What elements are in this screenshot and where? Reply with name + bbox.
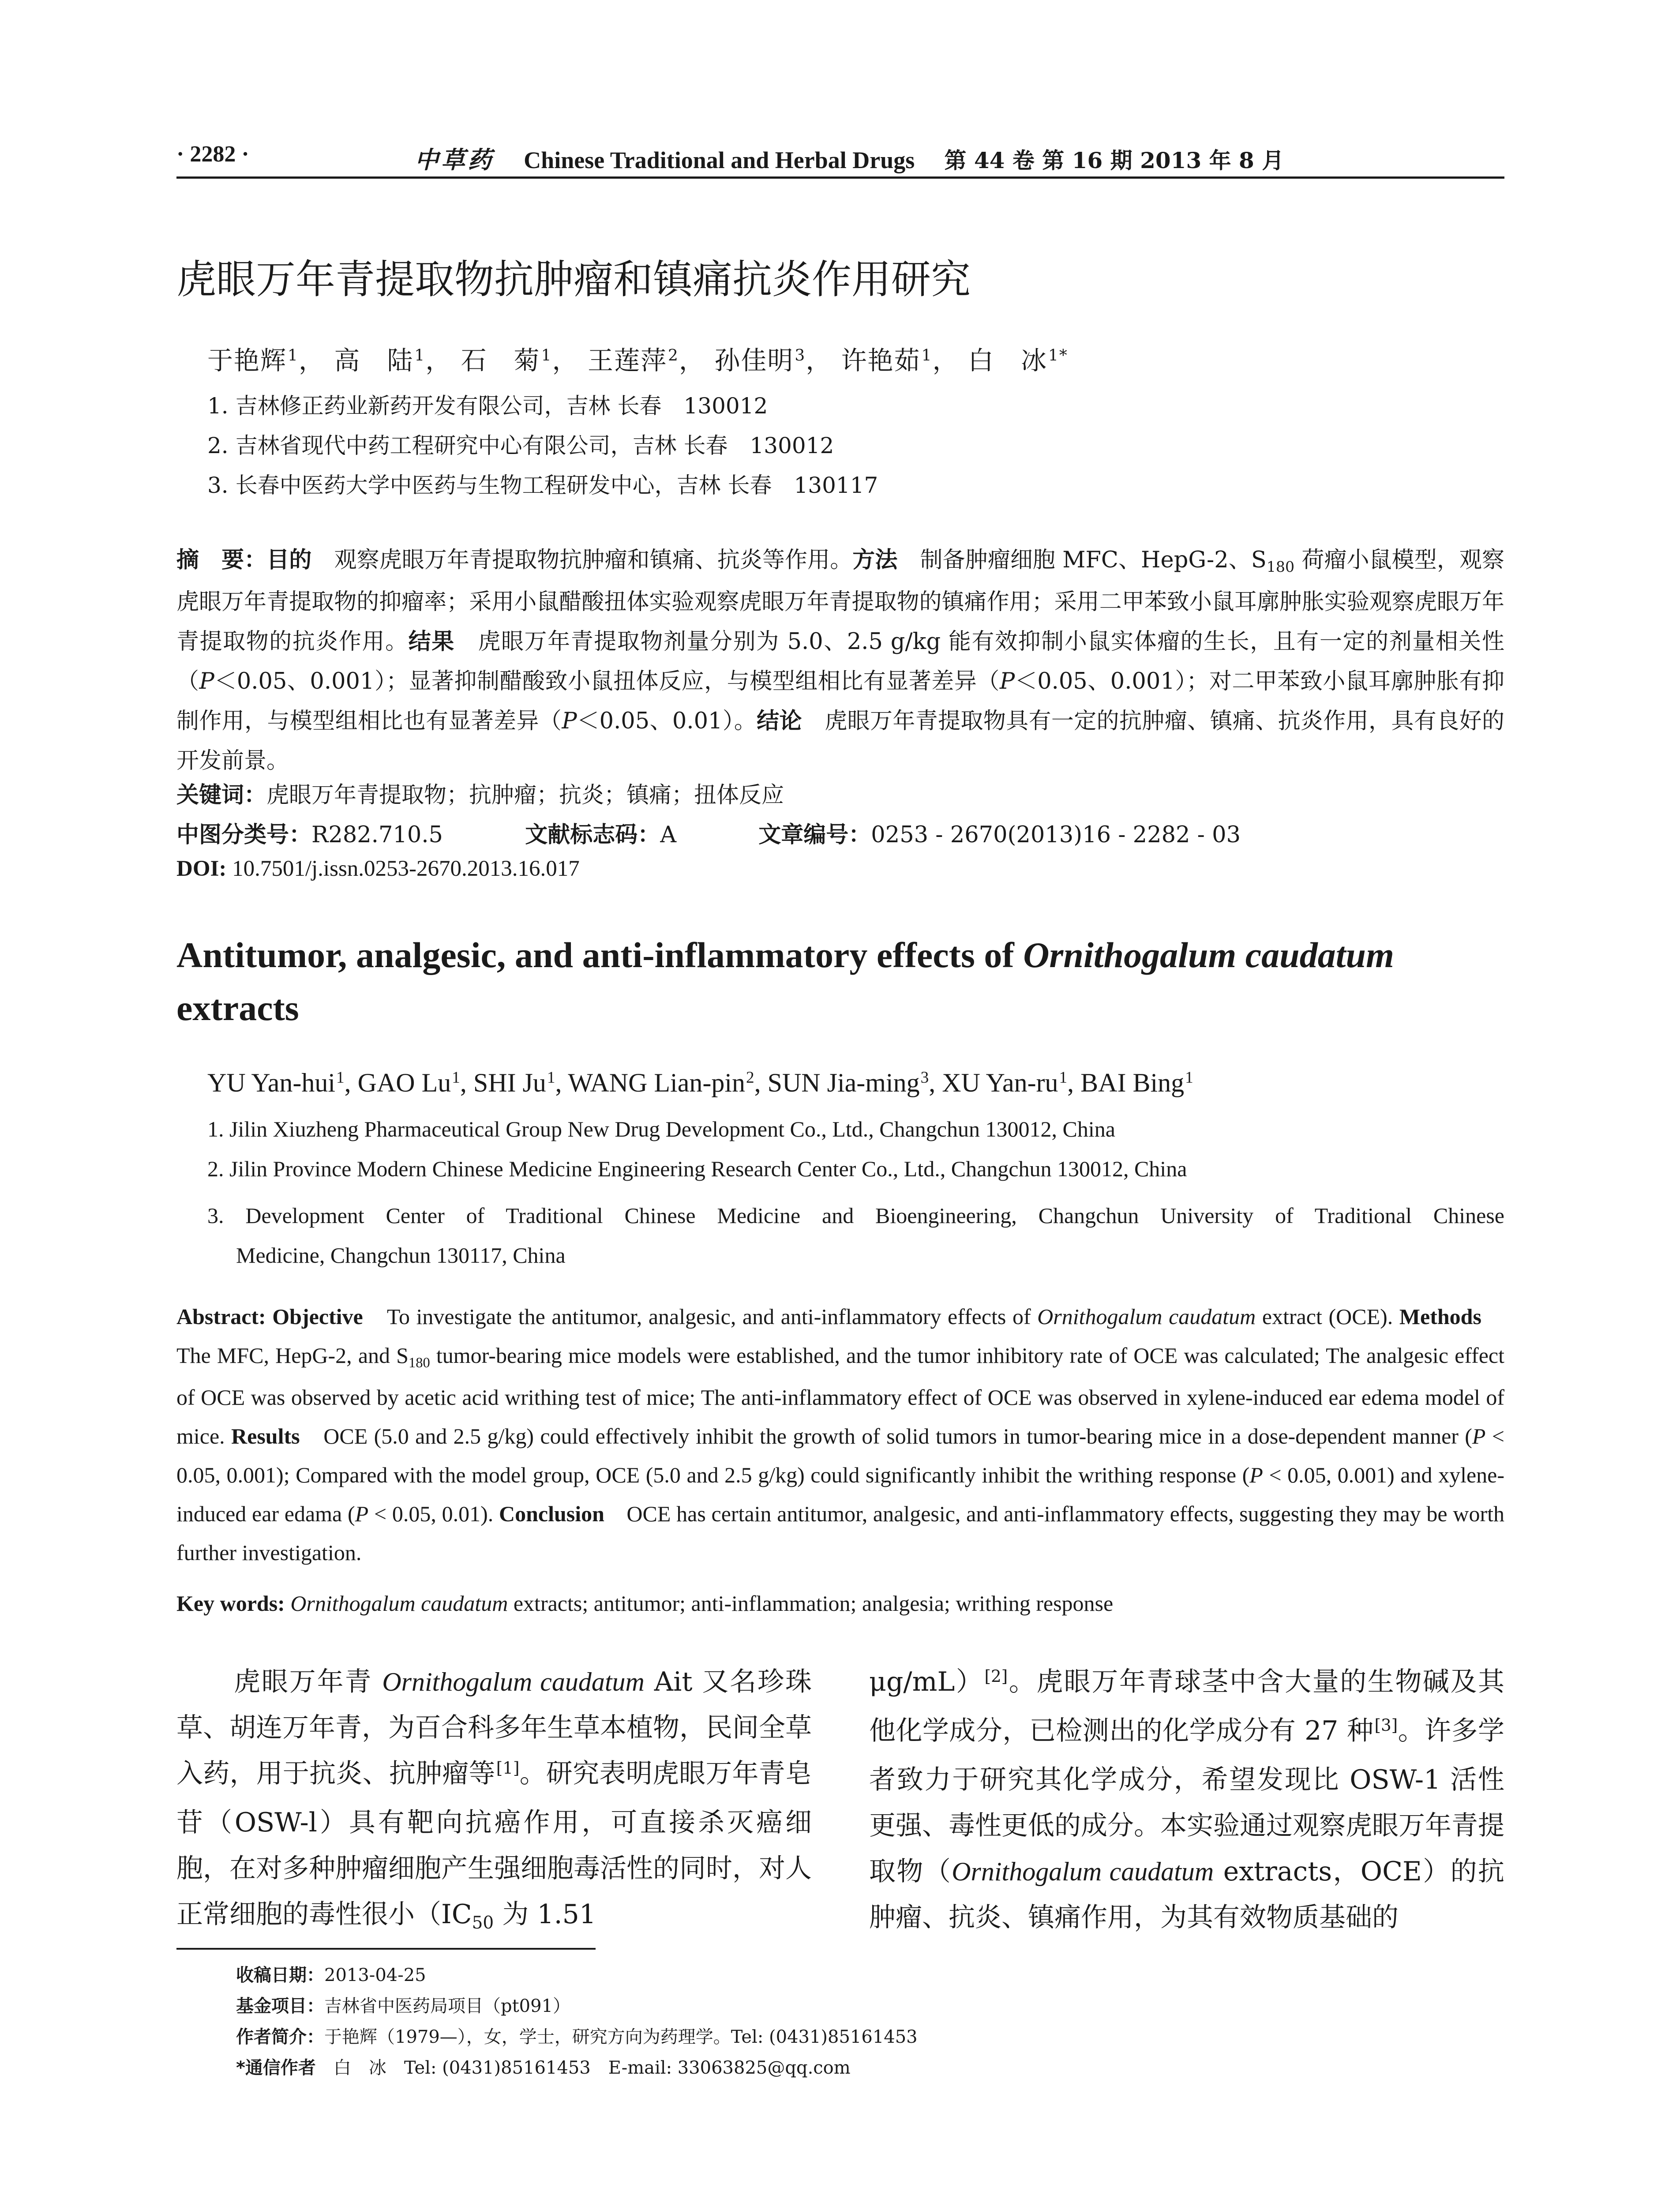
cn-affiliation-2: 2. 吉林省现代中药工程研究中心有限公司，吉林 长春 130012: [207, 433, 834, 458]
doi: DOI: 10.7501/j.issn.0253-2670.2013.16.017: [176, 856, 580, 881]
journal-header: [415, 141, 1284, 175]
cn-keywords: 关键词：虎眼万年青提取物；抗肿瘤；抗炎；镇痛；扭体反应: [176, 782, 784, 808]
en-affiliation-3: 3. Development Center of Traditional Chinese Medicine and Bioengineering, Changchun University of Traditional Chinese Medicine, Changchun 130117, China: [207, 1203, 1504, 1268]
footnote-received: 收稿日期：2013-04-25: [236, 1965, 426, 1985]
en-author: SUN Jia-ming$^3$: [767, 1068, 929, 1097]
body-column-right: μg/mL）[2]。虎眼万年青球茎中含大量的生物碱及其他化学成分，已检测出的化学成分有 27 种[3]。许多学者致力于研究其化学成分，希望发现比 OSW-1 活性更强、毒性更低的成分。本实验通过观察虎眼万年青提取物（Ornithogalum caudatum extracts，OCE）的抗肿瘤、抗炎、镇痛作用，为其有效物质基础的: [869, 1666, 1505, 1933]
cn-author: 孙佳明$^3$: [714, 345, 806, 375]
en-author: BAI Bing$^1$: [1080, 1068, 1193, 1097]
en-author: GAO Lu$^1$: [357, 1068, 460, 1097]
body-column-left: 虎眼万年青 Ornithogalum caudatum Ait 又名珍珠草、胡连万年青，为百合科多年生草本植物，民间全草入药，用于抗炎、抗肿瘤等[1]。研究表明虎眼万年青皂苷（OSW-l）具有靶向抗癌作用，可直接杀灭癌细胞，在对多种肿瘤细胞产生强细胞毒活性的同时，对人正常细胞的毒性很小（$IC_{50}$ 为 1.51: [176, 1666, 812, 1933]
en-author: XU Yan-$ru^1$: [942, 1068, 1068, 1097]
cn-author: 石 菊$^1$: [461, 345, 552, 375]
cn-author: 高 陆$^1$: [334, 345, 426, 375]
en-author: SHI Ju$^1$: [473, 1068, 555, 1097]
cn-author: 白 冰$^{1*}$: [968, 345, 1068, 375]
cn-classification: 中图分类号：R282.710.5 文献标志码：A 文章编号：0253 - 2670(2013)16 - 2282 - 03: [176, 822, 1241, 848]
en-author: YU Yan-hui$^1$: [207, 1068, 345, 1097]
en-authors: YU Yan-hui$^1$, GAO Lu$^1$, SHI Ju$^1$, WANG Lian-pin$^2$, SUN Jia-ming$^3$, XU Yan-$ru^1$, BAI Bing$^1$: [207, 1068, 1193, 1097]
cn-authors: 于艳辉$^1$， 高 陆$^1$， 石 菊$^1$， 王莲萍$^2$， 孙佳明$^3$， 许艳茹$^1$， 白 冰$^{1*}$: [207, 345, 1068, 375]
cn-abstract: 摘 要：目的 观察虎眼万年青提取物抗肿瘤和镇痛、抗炎等作用。方法 制备肿瘤细胞 MFC、HepG-2、$S_{180}$ 荷瘤小鼠模型，观察虎眼万年青提取物的抑瘤率；采用小鼠醋酸扭体实验观察虎眼万年青提取物的镇痛作用；采用二甲苯致小鼠耳廓肿胀实验观察虎眼万年青提取物的抗炎作用。结果 虎眼万年青提取物剂量分别为 5.0、2.5 g/kg 能有效抑制小鼠实体瘤的生长，且有一定的剂量相关性（P＜0.05、0.001）；显著抑制醋酸致小鼠扭体反应，与模型组相比有显著差异（P＜0.05、0.001）；对二甲苯致小鼠耳廓肿胀有抑制作用，与模型组相比也有显著差异（P＜0.05、0.01）。结论 虎眼万年青提取物具有一定的抗肿瘤、镇痛、抗炎作用，具有良好的开发前景。: [176, 547, 1504, 774]
cn-author: 于艳辉$^1$: [207, 345, 299, 375]
footnote-author-bio: 作者简介：于艳辉（1979—），女，学士，研究方向为药理学。Tel: (0431)85161453: [236, 2027, 918, 2047]
journal-name-en: Chinese Traditional and Herbal Drugs: [524, 147, 915, 173]
footnote-rule: [176, 1948, 596, 1950]
cn-author: 许艳茹$^1$: [841, 345, 933, 375]
journal-name-cn: 中草药: [415, 146, 494, 174]
cn-author: 王莲萍$^2$: [587, 345, 679, 375]
cn-affiliation-3: 3. 长春中医药大学中医药与生物工程研发中心，吉林 长春 130117: [207, 473, 878, 498]
footnote-corresponding: *通信作者 白 冰 Tel: (0431)85161453 E-mail: 33063825@qq.com: [236, 2058, 851, 2078]
en-abstract: Abstract: Objective To investigate the antitumor, analgesic, and anti-inflammatory effects of Ornithogalum caudatum extract (OCE). Methods The MFC, HepG-2, and $S_{180}$ tumor-bearing mice models were established, and the tumor inhibitory rate of OCE was calculated; The analgesic effect of OCE was observed by acetic acid writhing test of mice; The anti-inflammatory effect of OCE was observed in xylene-induced ear edema model of mice. Results OCE (5.0 and 2.5 g/kg) could effectively inhibit the growth of solid tumors in tumor-bearing mice in a dose-dependent manner (P < 0.05, 0.001); Compared with the model group, OCE (5.0 and 2.5 g/kg) could significantly inhibit the writhing response (P < 0.05, 0.001) and xylene-induced ear edama (P < 0.05, 0.01). Conclusion OCE has certain antitumor, analgesic, and anti-inflammatory effects, suggesting they may be worth further investigation.: [176, 1304, 1505, 1565]
cn-affiliation-1: 1. 吉林修正药业新药开发有限公司，吉林 长春 130012: [207, 393, 768, 419]
en-keywords: Key words: Ornithogalum caudatum extracts; antitumor; anti-inflammation; analgesia; writhing response: [176, 1591, 1114, 1616]
page-number: · 2282 ·: [176, 142, 249, 167]
journal-issue: 第 44 卷 第 16 期 2013 年 8 月: [944, 147, 1284, 173]
footnote-funding: 基金项目：吉林省中医药局项目（pt091）: [236, 1996, 571, 2016]
en-author: WANG Lian-pin$^2$: [568, 1068, 754, 1097]
header-rule: [176, 176, 1504, 179]
cn-title: 虎眼万年青提取物抗肿瘤和镇痛抗炎作用研究: [176, 256, 971, 303]
en-title: Antitumor, analgesic, and anti-inflammatory effects of Ornithogalum caudatum extracts: [176, 935, 1394, 1028]
en-affiliation-1: 1. Jilin Xiuzheng Pharmaceutical Group New Drug Development Co., Ltd., Changchun 130012, China: [207, 1117, 1115, 1141]
en-affiliation-2: 2. Jilin Province Modern Chinese Medicine Engineering Research Center Co., Ltd., Changchun 130012, China: [207, 1156, 1187, 1181]
